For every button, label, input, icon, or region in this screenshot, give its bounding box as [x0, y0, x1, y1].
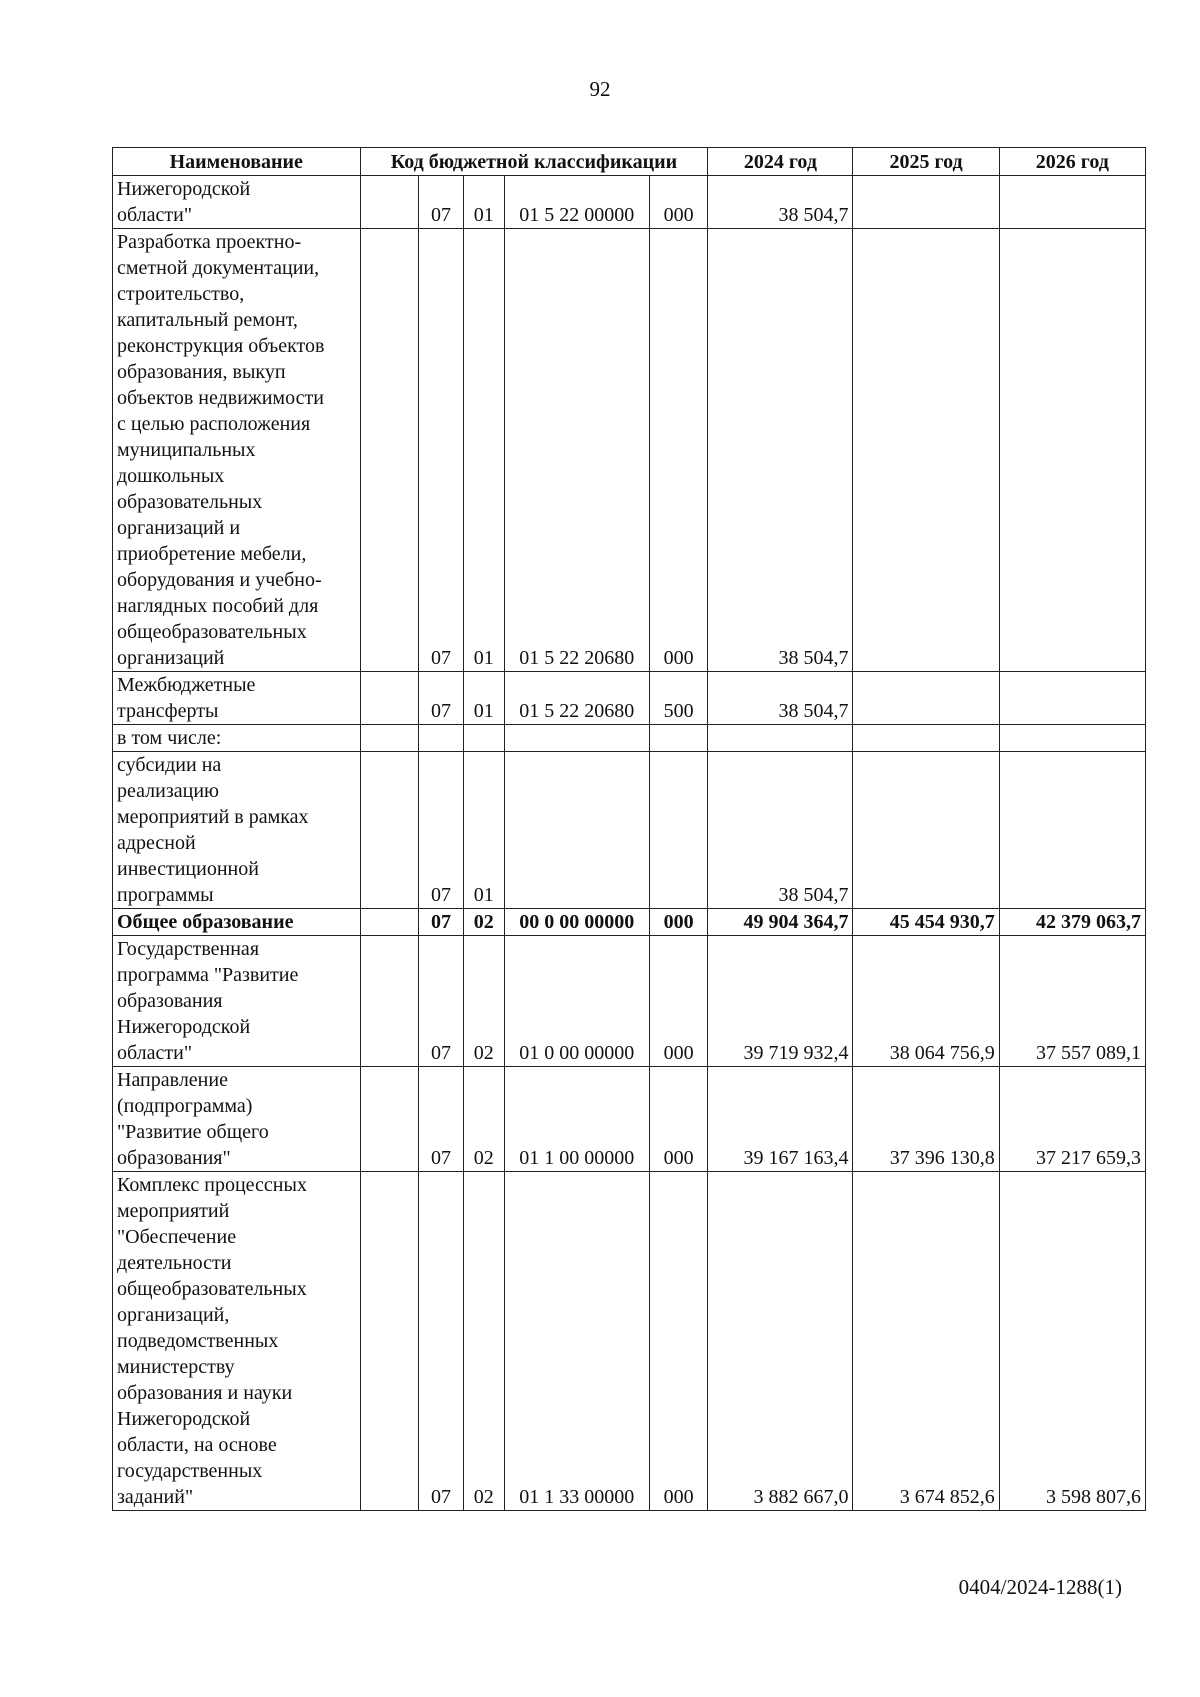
row-code-subsection: 01 — [463, 752, 504, 909]
row-value-2026 — [999, 229, 1145, 672]
table-row — [113, 725, 1146, 752]
table-row — [113, 752, 1146, 909]
row-value-2024: 38 504,7 — [708, 229, 853, 672]
row-name: Межбюджетные трансферты — [113, 672, 361, 725]
row-code-blank — [360, 936, 418, 1067]
row-code-expense-type: 500 — [649, 672, 707, 725]
row-code-target: 01 5 22 20680 — [504, 672, 649, 725]
document-code: 0404/2024-1288(1) — [958, 1575, 1122, 1599]
row-value-2025: 37 396 130,8 — [853, 1067, 999, 1172]
row-value-2025: 3 674 852,6 — [853, 1172, 999, 1511]
table-header-row — [113, 148, 1146, 176]
row-code-subsection: 01 — [463, 176, 504, 229]
row-name: в том числе: — [113, 725, 361, 752]
row-code-section: 07 — [419, 229, 464, 672]
row-name: субсидии на реализацию мероприятий в рамках адресной инвестиционной программы — [113, 752, 361, 909]
row-code-target: 01 5 22 00000 — [504, 176, 649, 229]
row-name: Общее образование — [113, 909, 361, 936]
row-code-blank — [360, 1172, 418, 1511]
row-value-2024: 39 167 163,4 — [708, 1067, 853, 1172]
row-code-target: 01 1 00 00000 — [504, 1067, 649, 1172]
row-code-subsection: 02 — [463, 1067, 504, 1172]
row-name: Направление (подпрограмма) "Развитие общего образования" — [113, 1067, 361, 1172]
row-value-2026 — [999, 176, 1145, 229]
row-code-target: 01 5 22 20680 — [504, 229, 649, 672]
row-value-2026: 3 598 807,6 — [999, 1172, 1145, 1511]
row-code-target: 01 1 33 00000 — [504, 1172, 649, 1511]
row-code-expense-type: 000 — [649, 1067, 707, 1172]
table-row — [113, 229, 1146, 672]
table-row — [113, 672, 1146, 725]
row-name: Комплекс процессных мероприятий "Обеспечение деятельности общеобразовательных организаций, подведомственных министерству образования и науки Нижегородской области, на основе государственных заданий" — [113, 1172, 361, 1511]
row-code-subsection — [463, 725, 504, 752]
row-value-2024: 38 504,7 — [708, 672, 853, 725]
table-body — [113, 176, 1146, 1511]
row-value-2025 — [853, 752, 999, 909]
row-value-2024: 3 882 667,0 — [708, 1172, 853, 1511]
row-code-blank — [360, 672, 418, 725]
row-code-section: 07 — [419, 909, 464, 936]
row-value-2024: 38 504,7 — [708, 176, 853, 229]
row-code-target — [504, 752, 649, 909]
row-value-2025 — [853, 672, 999, 725]
table-row — [113, 176, 1146, 229]
row-code-expense-type — [649, 752, 707, 909]
row-value-2026: 42 379 063,7 — [999, 909, 1145, 936]
row-code-section: 07 — [419, 672, 464, 725]
row-code-subsection: 01 — [463, 229, 504, 672]
row-code-blank — [360, 725, 418, 752]
row-value-2026 — [999, 725, 1145, 752]
row-code-section: 07 — [419, 752, 464, 909]
row-code-subsection: 01 — [463, 672, 504, 725]
row-code-expense-type: 000 — [649, 176, 707, 229]
row-name: Государственная программа "Развитие образования Нижегородской области" — [113, 936, 361, 1067]
page-number: 92 — [589, 77, 611, 101]
row-value-2026: 37 557 089,1 — [999, 936, 1145, 1067]
row-value-2025: 45 454 930,7 — [853, 909, 999, 936]
row-code-blank — [360, 752, 418, 909]
row-code-expense-type: 000 — [649, 1172, 707, 1511]
table-row — [113, 1172, 1146, 1511]
row-code-expense-type — [649, 725, 707, 752]
row-name: Разработка проектно- сметной документации, строительство, капитальный ремонт, реконструкция объектов образования, выкуп объектов недвижимости с целью расположения муниципальных дошкольных образовательных организаций и приобретение мебели, оборудования и учебно- наглядных пособий для общеобразовательных организаций — [113, 229, 361, 672]
row-code-blank — [360, 909, 418, 936]
row-name: Нижегородской области" — [113, 176, 361, 229]
table-row — [113, 1067, 1146, 1172]
row-value-2025: 38 064 756,9 — [853, 936, 999, 1067]
row-code-subsection: 02 — [463, 909, 504, 936]
row-value-2024: 39 719 932,4 — [708, 936, 853, 1067]
budget-table — [112, 147, 1146, 1511]
row-value-2025 — [853, 229, 999, 672]
row-code-target: 00 0 00 00000 — [504, 909, 649, 936]
row-code-blank — [360, 1067, 418, 1172]
row-code-target — [504, 725, 649, 752]
row-value-2025 — [853, 176, 999, 229]
table-row — [113, 936, 1146, 1067]
row-value-2026 — [999, 672, 1145, 725]
header-2025: 2025 год — [853, 148, 999, 176]
header-2026: 2026 год — [999, 148, 1145, 176]
header-code: Код бюджетной классификации — [360, 148, 708, 176]
row-code-section: 07 — [419, 1067, 464, 1172]
row-code-section: 07 — [419, 936, 464, 1067]
row-value-2025 — [853, 725, 999, 752]
row-value-2024 — [708, 725, 853, 752]
row-code-expense-type: 000 — [649, 909, 707, 936]
row-code-subsection: 02 — [463, 1172, 504, 1511]
row-code-blank — [360, 176, 418, 229]
header-2024: 2024 год — [708, 148, 853, 176]
table-row — [113, 909, 1146, 936]
row-code-expense-type: 000 — [649, 936, 707, 1067]
row-value-2026 — [999, 752, 1145, 909]
row-value-2026: 37 217 659,3 — [999, 1067, 1145, 1172]
header-name: Наименование — [113, 148, 361, 176]
row-code-expense-type: 000 — [649, 229, 707, 672]
row-code-section: 07 — [419, 1172, 464, 1511]
row-value-2024: 49 904 364,7 — [708, 909, 853, 936]
row-code-subsection: 02 — [463, 936, 504, 1067]
row-code-section: 07 — [419, 176, 464, 229]
row-value-2024: 38 504,7 — [708, 752, 853, 909]
row-code-section — [419, 725, 464, 752]
row-code-target: 01 0 00 00000 — [504, 936, 649, 1067]
row-code-blank — [360, 229, 418, 672]
